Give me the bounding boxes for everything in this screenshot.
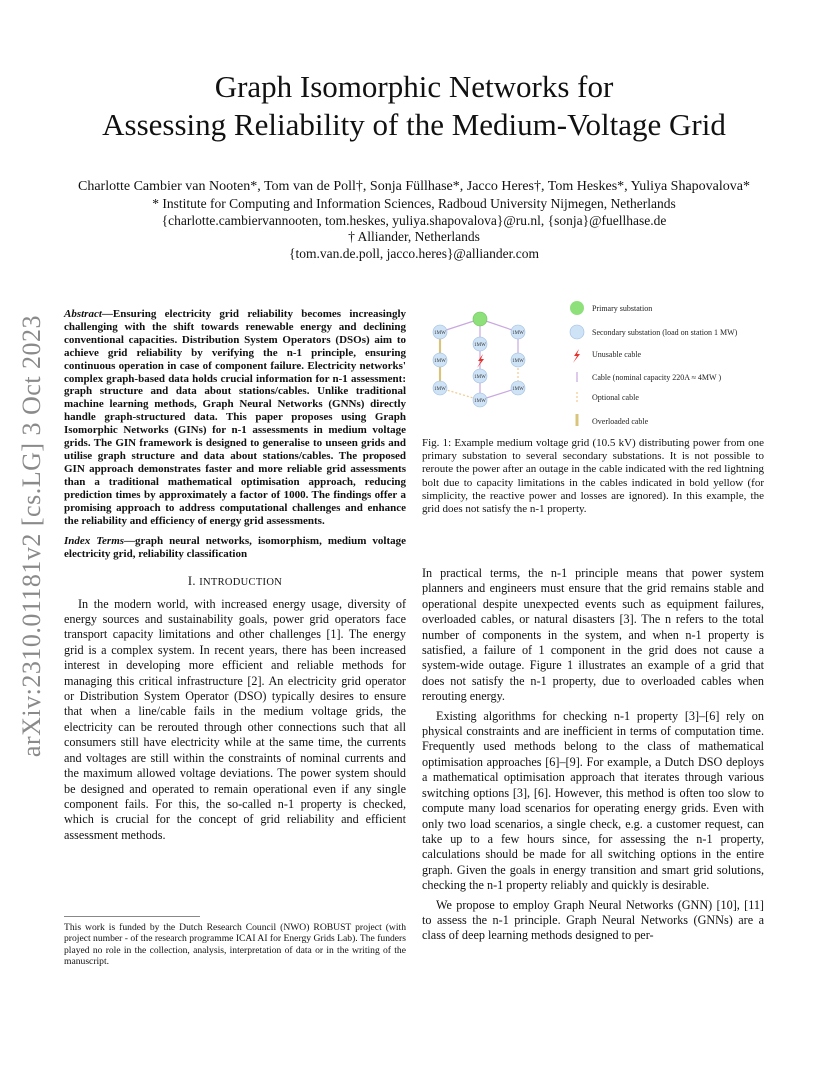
right-column-body [422, 566, 764, 944]
intro-paragraph-1: In the modern world, with increased energy usage, diversity of energy sources and sustainability goals, power grid operators face transport capacity limitations and other challenges [1]. The energy grid is a complex system. In recent years, there has been increased interest in developing more efficient and reliable methods for managing this critical infrastructure [2]. An electricity grid operator or Distribution System Operator (DSO) typically desires to ensure that when a line/cable fails in the medium voltage grids, the electricity can be rerouted through other connections such that all consumers still have electricity while at the same time, the currents and voltages are still within the constraints of nominal currents and the maximum allowed voltage deviations. The power system should be designed and operated to remain operational even if any single component fails. For this, the so-called n-1 property is checked, which is crucial for the concept of grid reliability and efficient assessment methods. [64, 596, 406, 842]
abstract-lead: Abstract [64, 308, 102, 320]
legend-unusable-label: Unusable cable [592, 350, 642, 359]
primary-substation-node [473, 312, 487, 326]
abstract-text: —Ensuring electricity grid reliability becomes increasingly challenging with the shift towards renewable energy and declining conventional capacities. Distribution System Operators (DSOs) aim to achieve grid reliability by verifying the n-1 principle, ensuring continuous operation in case of component failure. Electricity networks' complex graph-based data holds crucial information for n-1 assessment: graph structure and data about stations/cables. Unlike traditional machine learning methods, Graph Neural Networks (GNNs) directly handle graph-structured data. This paper proposes using Graph Isomorphic Networks (GINs) for n-1 assessments in medium voltage grids. The GIN framework is designed to generalise to unseen grids and utilise graph structure and data about stations/cables. The proposed GIN approach demonstrates faster and more reliable grid assessments than a traditional mathematical optimisation approach, reducing prediction times by approximately a factor of 1000. The findings offer a promising approach to address computational challenges and enhance the reliability and efficiency of energy grid assessments. [64, 308, 406, 527]
footnote-rule [64, 916, 200, 917]
index-terms-text: —graph neural networks, isomorphism, medium voltage electricity grid, reliability classification [64, 535, 406, 561]
legend-primary-icon [570, 301, 584, 315]
funding-footnote: This work is funded by the Dutch Research Council (NWO) ROBUST project (with project number - of the research programme ICAI AI for Energy Grids Lab). The funders played no role in the collection, analysis, interpretation of data or in the writing of the manuscript. [64, 922, 406, 968]
node-label: 1MW [434, 387, 446, 392]
node-label: 1MW [512, 387, 524, 392]
node-label: 1MW [434, 359, 446, 364]
legend-optional-label: Optional cable [592, 393, 639, 402]
paper-title [60, 68, 768, 144]
arxiv-identifier: arXiv:2310.01181v2 [cs.LG] 3 Oct 2023 [17, 314, 47, 758]
node-label: 1MW [434, 331, 446, 336]
title-line-2: Assessing Reliability of the Medium-Voltage Grid [102, 107, 726, 142]
affiliation-2: † Alliander, Netherlands [348, 229, 480, 244]
node-label: 1MW [512, 359, 524, 364]
legend-cable-label: Cable (nominal capacity 220A ≈ 4MW ) [592, 373, 722, 382]
title-line-1: Graph Isomorphic Networks for [214, 69, 614, 104]
node-label: 1MW [474, 343, 486, 348]
right-paragraph-3: We propose to employ Graph Neural Networks (GNN) [10], [11] to assess the n-1 principle. Graph Neural Networks (GNNs) are a class of deep learning methods designed to per- [422, 897, 764, 943]
legend-secondary-icon [570, 325, 584, 339]
author-block [40, 178, 788, 262]
email-1: {charlotte.cambiervannooten, tom.heskes, yuliya.shapovalova}@ru.nl, {sonja}@fuellhase.de [161, 212, 667, 228]
index-terms [64, 535, 406, 561]
figure-1-caption: Fig. 1: Example medium voltage grid (10.5 kV) distributing power from one primary substation to several secondary substations. It is not possible to reroute the power after an outage in the cable indicated with the red lightning bolt due to capacity limitations in the cables indicated in bold yellow (for simplicity, the reactive power and losses are ignored). In this example, the grid does not satisfy the n-1 property. [422, 437, 764, 516]
email-2: {tom.van.de.poll, jacco.heres}@alliander.com [289, 245, 539, 261]
affiliation-1: * Institute for Computing and Information Sciences, Radboud University Nijmegen, Netherlands [152, 196, 676, 211]
right-paragraph-2: Existing algorithms for checking n-1 property [3]–[6] rely on physical constraints and are inefficient in terms of computation time. Frequently used methods belong to the class of mathematical optimisation approaches [6]–[9]. For example, a Dutch DSO deploys a mathematical optimisation approach that iterates through various switching options [3], [6]. However, this method is often too slow to compute many load scenarios for operating energy grids. Even with only two load scenarios, a single check, e.g. a customer request, can take up to a few hours since, for assessing the n-1 property, calculations should be made for all switching options in the entire graph. Given the goals in energy transition and smart grid solutions, checking the n-1 property reliably and quickly is desirable. [422, 708, 764, 893]
legend-primary-label: Primary substation [592, 304, 653, 313]
section-heading-introduction: I. INTRODUCTION [187, 574, 283, 589]
legend-secondary-label: Secondary substation (load on station 1 MW) [592, 328, 738, 337]
author-names: Charlotte Cambier van Nooten*, Tom van de Poll†, Sonja Füllhase*, Jacco Heres†, Tom Heskes*, Yuliya Shapovalova* [78, 179, 750, 194]
grid-diagram [422, 292, 772, 432]
legend-unusable-icon [573, 349, 580, 363]
right-paragraph-1: In practical terms, the n-1 principle means that power system planners and engineers must ensure that the grid remains stable and operational despite unexpected events such as equipment failures, overloaded cables, or natural disasters [3]. The n refers to the total number of components in the system, and when n-1 property is satisfied, a failure of 1 component in the grid does not cause a system-wide outage. Figure 1 illustrates an example of a grid that does not satisfy the n-1 property, due to overloaded cables when rerouting energy. [422, 566, 764, 704]
node-label: 1MW [474, 375, 486, 380]
figure-1 [422, 292, 772, 432]
secondary-nodes [433, 325, 525, 407]
node-label: 1MW [474, 399, 486, 404]
abstract [64, 308, 406, 527]
legend [570, 301, 738, 426]
left-column [64, 308, 406, 843]
legend-overloaded-label: Overloaded cable [592, 417, 649, 426]
cable-edges [440, 319, 518, 400]
node-label: 1MW [512, 331, 524, 336]
index-terms-lead: Index Terms [64, 535, 125, 548]
